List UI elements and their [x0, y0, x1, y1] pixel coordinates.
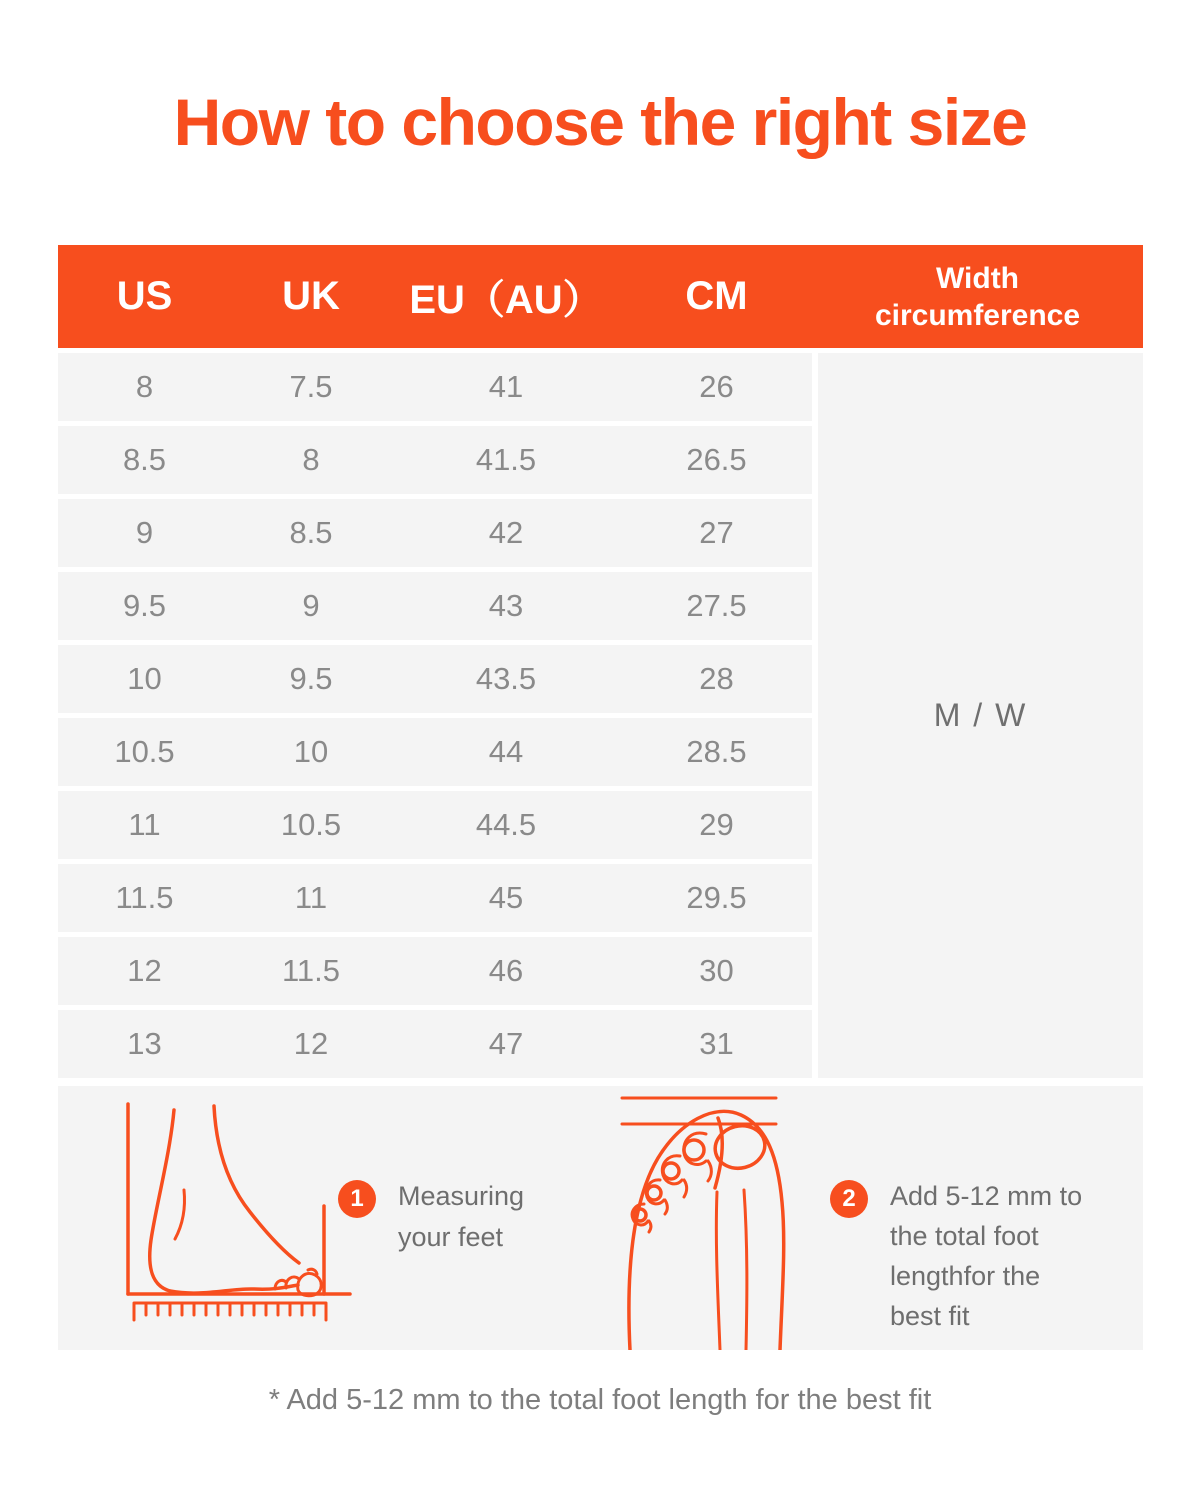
table-cell: 12	[293, 1026, 329, 1061]
step-1-line-1: Measuring	[398, 1181, 525, 1211]
step-1	[338, 1180, 524, 1258]
table-cell: 42	[488, 515, 524, 550]
table-cell: 31	[699, 1026, 734, 1061]
step-2-badge: 2	[830, 1180, 868, 1218]
table-cell: 11	[294, 880, 328, 915]
footnote: * Add 5-12 mm to the total foot length for the best fit	[268, 1384, 932, 1416]
table-row	[58, 499, 812, 567]
table-cell: 30	[699, 953, 734, 988]
step-2-line-1: Add 5-12 mm to	[890, 1181, 1083, 1211]
size-table-rows	[58, 353, 812, 1078]
table-cell: 8	[135, 369, 154, 404]
table-row	[58, 645, 812, 713]
table-cell: 41	[488, 369, 524, 404]
table-row	[58, 1010, 812, 1078]
page-title: How to choose the right size	[173, 85, 1027, 159]
table-cell: 9.5	[289, 661, 333, 696]
table-cell: 9.5	[122, 588, 167, 623]
table-cell: 47	[488, 1026, 524, 1061]
step-1-badge: 1	[338, 1180, 376, 1218]
header-us: US	[116, 274, 173, 318]
table-row	[58, 572, 812, 640]
step-2	[830, 1180, 1082, 1336]
size-table-body	[58, 353, 1143, 1078]
table-cell: 7.5	[289, 369, 333, 404]
table-cell: 41.5	[475, 442, 537, 477]
table-cell: 44.5	[475, 807, 537, 842]
measuring-instructions-band	[58, 1086, 1143, 1350]
table-cell: 43.5	[475, 661, 537, 696]
table-cell: 46	[488, 953, 524, 988]
table-cell: 27.5	[686, 588, 747, 623]
table-cell: 28	[699, 661, 734, 696]
table-row	[58, 718, 812, 786]
header-width-circumference-label: Width circumference	[874, 261, 1081, 332]
table-cell: 10.5	[280, 807, 342, 842]
table-cell: 8	[302, 442, 320, 477]
table-cell: 26	[699, 369, 734, 404]
step-2-line-4: best fit	[890, 1301, 970, 1331]
step-2-text	[890, 1176, 1082, 1336]
table-cell: 8.5	[122, 442, 167, 477]
table-cell: 10.5	[114, 734, 175, 769]
table-cell: 26.5	[686, 442, 747, 477]
foot-side-measure-icon	[118, 1102, 358, 1340]
table-row	[58, 791, 812, 859]
table-cell: 43	[488, 588, 524, 623]
table-cell: 8.5	[289, 515, 333, 550]
table-cell: 29.5	[686, 880, 747, 915]
width-circumference-cell	[818, 353, 1143, 1078]
table-cell: 11.5	[115, 880, 174, 915]
table-row	[58, 937, 812, 1005]
width-circumference-value: M / W	[933, 697, 1028, 733]
size-table	[58, 245, 1143, 1078]
header-width-circumference	[812, 260, 1143, 334]
table-cell: 27	[699, 515, 734, 550]
table-cell: 10	[293, 734, 329, 769]
table-row	[58, 353, 812, 421]
step-1-text	[398, 1176, 524, 1258]
table-cell: 11.5	[281, 953, 341, 988]
step-1-line-2: your feet	[398, 1222, 504, 1252]
table-row	[58, 426, 812, 494]
table-cell: 11	[128, 807, 161, 842]
header-uk: UK	[282, 274, 340, 318]
foot-top-view-icon	[618, 1088, 840, 1350]
step-2-line-2: the total foot	[890, 1221, 1039, 1251]
table-row	[58, 864, 812, 932]
table-cell: 9	[302, 588, 320, 623]
header-cm: CM	[685, 274, 748, 318]
step-2-line-3: lengthfor the	[890, 1261, 1041, 1291]
table-cell: 45	[488, 880, 524, 915]
table-cell: 10	[127, 661, 162, 696]
table-cell: 12	[127, 953, 162, 988]
size-table-header-row	[58, 245, 1143, 348]
table-cell: 28.5	[686, 734, 747, 769]
table-cell: 9	[135, 515, 154, 550]
header-eu-au: EU（AU）	[409, 278, 603, 322]
table-cell: 13	[127, 1026, 162, 1061]
table-cell: 29	[699, 807, 734, 842]
table-cell: 44	[488, 734, 524, 769]
